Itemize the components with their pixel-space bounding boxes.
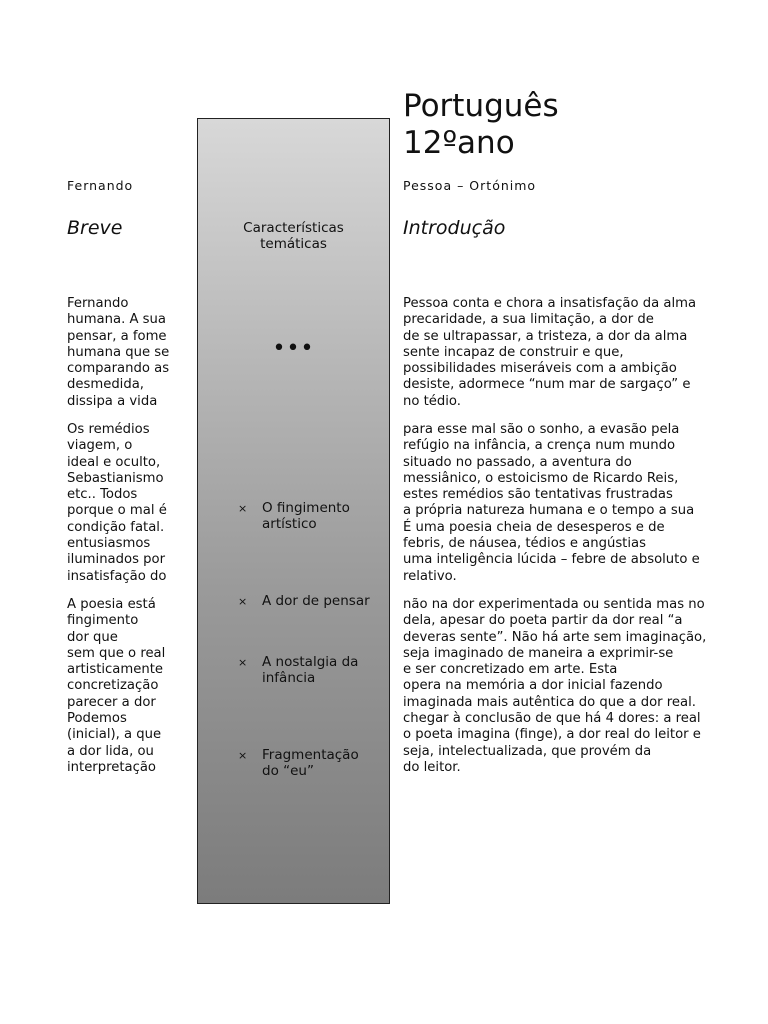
theme-item-nostalgia: [238, 654, 388, 686]
text-line: Fernando: [67, 296, 129, 311]
ellipsis-dots: •••: [272, 336, 315, 361]
text-line: precaridade, a sua limitação, a dor de: [403, 312, 654, 328]
text-line: relativo.: [403, 568, 457, 584]
text-line: Sebastianismo: [67, 470, 164, 486]
text-line: opera na memória a dor inicial fazendo: [403, 678, 663, 694]
text-line: desmedida,: [67, 377, 144, 393]
theme-item-line-1: A nostalgia da: [262, 654, 359, 670]
text-line: parecer a dor: [67, 694, 156, 710]
cross-bullet-icon: ×: [238, 595, 248, 608]
text-line: porque o mal é: [67, 503, 167, 519]
text-line: viagem, o: [67, 438, 133, 454]
theme-item-line-2: do “eu”: [262, 763, 314, 779]
cross-bullet-icon: ×: [238, 502, 248, 515]
text-line: A poesia está: [67, 597, 156, 612]
cross-bullet-icon: ×: [238, 749, 248, 762]
text-line: para esse mal são o sonho, a evasão pela: [403, 422, 680, 437]
theme-item-line-1: A dor de pensar: [262, 593, 370, 609]
text-line: dissipa a vida: [67, 393, 158, 409]
text-line: chegar à conclusão de que há 4 dores: a real: [403, 711, 701, 727]
theme-item-fragmentacao: [238, 747, 388, 779]
text-line: Podemos: [67, 711, 127, 727]
right-paragraph-3: [403, 597, 713, 776]
text-line: do leitor.: [403, 759, 461, 775]
text-line: a própria natureza humana e o tempo a sua: [403, 503, 695, 519]
text-line: humana. A sua: [67, 312, 166, 328]
left-paragraph-3: [67, 597, 197, 776]
text-line: refúgio na infância, a crença num mundo: [403, 438, 676, 454]
text-line: iluminados por: [67, 552, 165, 568]
text-line: deveras sente”. Não há arte sem imaginação,: [403, 629, 707, 645]
text-line: Os remédios: [67, 422, 150, 437]
text-line: dor que: [67, 629, 118, 645]
theme-item-line-2: infância: [262, 670, 316, 686]
text-line: Pessoa conta e chora a insatisfação da alma: [403, 296, 697, 311]
text-line: É uma poesia cheia de desesperos e de: [403, 519, 665, 535]
themes-list: [238, 500, 388, 779]
text-line: possibilidades miseráveis com a ambição: [403, 361, 677, 377]
text-line: e ser concretizado em arte. Esta: [403, 662, 618, 678]
text-line: (inicial), a que: [67, 727, 162, 743]
text-line: seja imaginado de maneira a exprimir-se: [403, 645, 674, 661]
text-line: entusiasmos: [67, 536, 151, 552]
left-paragraph-2: [67, 422, 197, 585]
right-paragraph-2: [403, 422, 713, 585]
theme-item-line-2: artístico: [262, 516, 317, 532]
theme-item-fingimento: [238, 500, 388, 532]
text-line: uma inteligência lúcida – febre de absoluto e: [403, 552, 700, 568]
text-line: insatisfação do: [67, 568, 167, 584]
left-paragraph-1: [67, 296, 197, 410]
text-line: ideal e oculto,: [67, 454, 161, 470]
panel-title: [197, 220, 390, 252]
text-line: a dor lida, ou: [67, 743, 154, 759]
heading-right: Introdução: [403, 217, 506, 239]
author-label-right: Pessoa – Ortónimo: [403, 178, 537, 193]
text-line: humana que se: [67, 344, 170, 360]
text-line: seja, intelectualizada, que provém da: [403, 743, 652, 759]
text-line: de se ultrapassar, a tristeza, a dor da alma: [403, 328, 688, 344]
text-line: febris, de náusea, tédios e angústias: [403, 536, 646, 552]
cross-bullet-icon: ×: [238, 656, 248, 669]
text-line: messiânico, o estoicismo de Ricardo Reis,: [403, 470, 679, 486]
text-line: estes remédios são tentativas frustradas: [403, 487, 673, 503]
text-line: condição fatal.: [67, 519, 165, 535]
title-line-2: 12ºano: [403, 125, 515, 161]
page-title: [403, 88, 743, 162]
text-line: pensar, a fome: [67, 328, 167, 344]
text-line: concretização: [67, 678, 159, 694]
text-line: o poeta imagina (finge), a dor real do leitor e: [403, 727, 701, 743]
author-label-left: Fernando: [67, 178, 134, 193]
text-line: não na dor experimentada ou sentida mas no: [403, 597, 705, 612]
text-line: dela, apesar do poeta partir da dor real “a: [403, 613, 683, 629]
text-line: no tédio.: [403, 393, 461, 409]
right-paragraph-1: [403, 296, 713, 410]
text-line: comparando as: [67, 361, 170, 377]
panel-title-line-1: Características: [243, 220, 344, 236]
text-line: sem que o real: [67, 645, 166, 661]
theme-item-dor-pensar: [238, 593, 388, 609]
theme-item-line-1: Fragmentação: [262, 747, 359, 763]
text-line: fingimento: [67, 613, 139, 629]
text-line: situado no passado, a aventura do: [403, 454, 632, 470]
text-line: imaginada mais autêntica do que a dor real.: [403, 694, 696, 710]
text-line: desiste, adormece “num mar de sargaço” e: [403, 377, 691, 393]
text-line: etc.. Todos: [67, 487, 138, 503]
title-line-1: Português: [403, 88, 559, 124]
text-line: interpretação: [67, 759, 156, 775]
text-line: artisticamente: [67, 662, 163, 678]
heading-left: Breve: [67, 217, 123, 239]
theme-item-line-1: O fingimento: [262, 500, 350, 516]
panel-title-line-2: temáticas: [260, 236, 327, 252]
text-line: sente incapaz de construir e que,: [403, 344, 624, 360]
